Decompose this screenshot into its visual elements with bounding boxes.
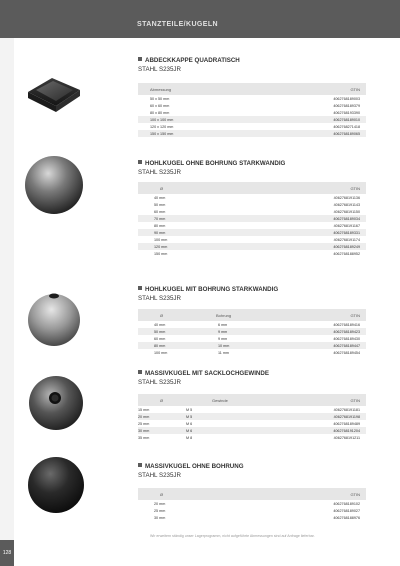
product-table bbox=[138, 394, 366, 441]
table-row: 15 mm M 5 4062768191181 bbox=[138, 407, 360, 412]
table-row: 70 mm 4062768189034 bbox=[138, 215, 366, 222]
table-row: 150 mm 4062768188952 bbox=[154, 251, 360, 256]
table-row: 50 x 50 mm 4062768189003 bbox=[150, 96, 360, 101]
table-row: 60 mm 4062768191150 bbox=[154, 209, 360, 214]
table-row: 30 mm 4062768188976 bbox=[154, 515, 360, 520]
table-row: 30 mm M 6 4062768191204 bbox=[138, 427, 366, 434]
bullet-square-icon bbox=[138, 57, 142, 61]
section-solid-ball bbox=[138, 463, 366, 520]
section-title: MASSIVKUGEL MIT SACKLOCHGEWINDE bbox=[138, 370, 366, 378]
table-row: 50 mm 4062768191143 bbox=[154, 202, 360, 207]
table-row: 100 x 100 mm 4062768189010 bbox=[138, 116, 366, 123]
bullet-square-icon bbox=[138, 286, 142, 290]
section-hollow-ball-bore bbox=[138, 286, 366, 355]
page-header-title: STANZTEILE/KUGELN bbox=[137, 21, 218, 28]
table-row: 80 mm 4062768191167 bbox=[154, 223, 360, 228]
column-header: GTIN bbox=[350, 492, 360, 497]
column-header: Ø bbox=[160, 492, 164, 497]
table-row: 80 mm 10 mm 4062768189447 bbox=[138, 342, 366, 349]
table-row: 35 mm M 8 4062768191211 bbox=[138, 435, 360, 440]
product-table bbox=[138, 488, 366, 521]
table-row: 40 mm 6 mm 4062768189416 bbox=[154, 322, 360, 327]
section-title: HOHLKUGEL OHNE BOHRUNG STARKWANDIG bbox=[138, 160, 366, 168]
product-table bbox=[138, 83, 366, 137]
table-header bbox=[138, 182, 366, 194]
column-header: GTIN bbox=[350, 87, 360, 92]
table-header bbox=[138, 394, 366, 406]
table-row: 80 x 80 mm 4062768193390 bbox=[150, 110, 360, 115]
hollow-ball-bore-image bbox=[26, 286, 82, 352]
table-row: 20 mm M 5 4062768191198 bbox=[138, 413, 366, 420]
section-square-cap bbox=[138, 57, 366, 136]
sidebar-strip bbox=[0, 38, 14, 566]
solid-ball-image bbox=[26, 454, 86, 516]
section-subtitle: STAHL S235JR bbox=[138, 472, 181, 479]
column-header: GTIN bbox=[350, 398, 360, 403]
bullet-square-icon bbox=[138, 160, 142, 164]
table-header bbox=[138, 83, 366, 95]
square-cap-image bbox=[22, 60, 86, 120]
section-title: HOHLKUGEL MIT BOHRUNG STARKWANDIG bbox=[138, 286, 366, 294]
column-header: Gewinde bbox=[212, 398, 228, 403]
bullet-square-icon bbox=[138, 370, 142, 374]
section-subtitle: STAHL S235JR bbox=[138, 169, 181, 176]
table-header bbox=[138, 488, 366, 500]
table-row: 40 mm 4062768191136 bbox=[154, 195, 360, 200]
table-row: 60 mm 9 mm 4062768189430 bbox=[154, 336, 360, 341]
table-row: 120 x 120 mm 4062768271418 bbox=[150, 124, 360, 129]
table-row: 25 mm 4062768189027 bbox=[154, 508, 360, 513]
column-header: Ø bbox=[160, 398, 164, 403]
table-header bbox=[138, 309, 366, 321]
table-row: 150 x 150 mm 4062768189065 bbox=[138, 130, 366, 137]
page-number: 128 bbox=[0, 540, 14, 566]
section-title: MASSIVKUGEL OHNE BOHRUNG bbox=[138, 463, 366, 471]
section-subtitle: STAHL S235JR bbox=[138, 379, 181, 386]
table-row: 90 mm 4062768189331 bbox=[138, 229, 366, 236]
page-header bbox=[0, 0, 400, 38]
table-row: 60 x 60 mm 4062768189379 bbox=[150, 103, 360, 108]
column-header: Ø bbox=[160, 313, 164, 318]
section-subtitle: STAHL S235JR bbox=[138, 295, 181, 302]
column-header: GTIN bbox=[350, 313, 360, 318]
column-header: Bohrung bbox=[216, 313, 232, 318]
table-row: 20 mm 4062768189102 bbox=[154, 501, 360, 506]
column-header: Abmessung bbox=[150, 87, 172, 92]
section-subtitle: STAHL S235JR bbox=[138, 66, 181, 73]
column-header: Ø bbox=[160, 186, 164, 191]
table-row: 120 mm 4062768189249 bbox=[138, 243, 366, 250]
column-header: GTIN bbox=[350, 186, 360, 191]
product-table bbox=[138, 309, 366, 356]
section-hollow-ball bbox=[138, 160, 366, 256]
hollow-ball-image bbox=[22, 152, 86, 218]
solid-ball-thread-image bbox=[28, 372, 84, 434]
section-title: ABDECKKAPPE QUADRATISCH bbox=[138, 57, 366, 65]
footer-note: Wir erweitern ständig unser Lagerprogramm, nicht aufgeführte Abmessungen sind auf Anfrage lieferbar. bbox=[150, 534, 315, 538]
product-table bbox=[138, 182, 366, 257]
table-row: 50 mm 9 mm 4062768189423 bbox=[138, 328, 366, 335]
table-row: 25 mm M 6 4062768189489 bbox=[138, 421, 360, 426]
table-row: 100 mm 11 mm 4062768189454 bbox=[154, 350, 360, 355]
bullet-square-icon bbox=[138, 463, 142, 467]
table-row: 100 mm 4062768191174 bbox=[154, 237, 360, 242]
section-solid-ball-thread bbox=[138, 370, 366, 440]
